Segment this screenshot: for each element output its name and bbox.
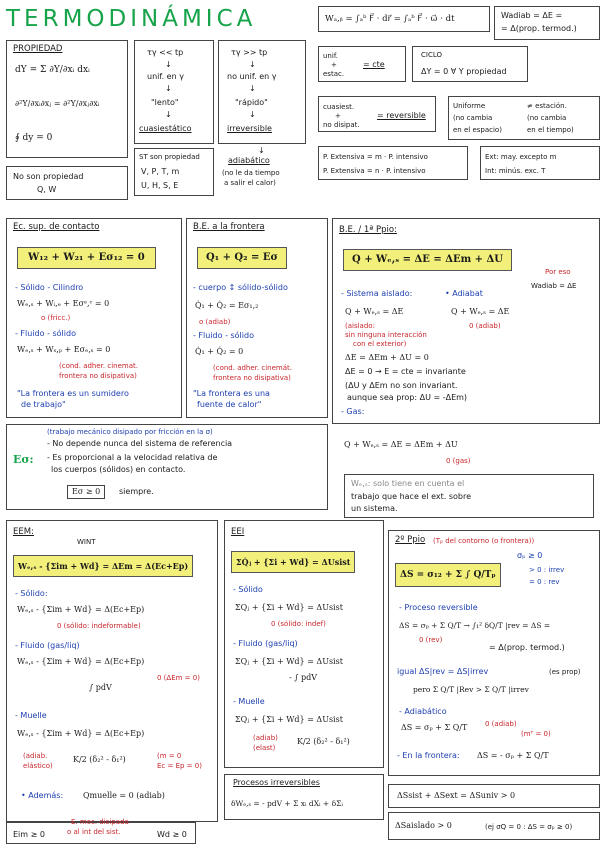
st-box xyxy=(134,148,214,196)
cuasi-col1-4: "lento" xyxy=(151,98,179,107)
wes-note-box xyxy=(344,474,594,518)
ec-fluido-note2: frontera no disipativa) xyxy=(59,372,137,380)
eem-eq: Wₑ,ₛ - {Σim + Wd} = ΔEm = Δ(Ec+Ep) xyxy=(13,555,193,577)
cuasi-col1-1: ↓ xyxy=(165,60,172,69)
reversible-label: = reversible xyxy=(377,111,426,120)
ppio2-pero: pero Σ Q/T |Rev > Σ Q/T |irrev xyxy=(413,685,529,694)
be-aislado-note3: con el exterior) xyxy=(353,340,407,348)
be-cuerpo-eq: Q̇₁ + Q̇₂ = Eσ₁,₂ xyxy=(195,301,259,310)
unif-plus: + xyxy=(331,61,337,69)
wadiab-line: Wadiab = ΔE = xyxy=(501,11,563,20)
no-prop-label: No son propiedad xyxy=(13,172,84,181)
ec-solido-label: - Sólido - Cilindro xyxy=(15,283,84,292)
disipado-item2: - Es proporcional a la velocidad relativa de xyxy=(47,453,218,462)
ppio2-frontera: - En la frontera: xyxy=(397,751,460,760)
ppio2-igual2: (es prop) xyxy=(549,668,581,676)
estacion-note2: en el tiempo) xyxy=(527,126,574,134)
cuasiest-plus: + xyxy=(335,112,341,120)
eei-solido-note: 0 (sólido: indef) xyxy=(271,620,326,628)
ciclo-label: CICLO xyxy=(421,51,442,59)
work-formula: Wₐ,ᵦ = ∫ₐᵇ F⃗ · dr⃗ = ∫ₐᵇ F⃗ · ω⃗ · dt xyxy=(325,14,455,24)
procesos-label: Procesos irreversibles xyxy=(233,778,320,787)
eei-muelle-frac: K/2 (δ₂² - δ₁²) xyxy=(297,737,350,746)
be-aislado-note2: sin ninguna interacción xyxy=(345,331,427,339)
be-aislado-eq: Q + Wₑ,ₛ = ΔE xyxy=(345,307,404,316)
be-gas-eq: Q + Wₑ,ₛ = ΔE = ΔEm + ΔU xyxy=(344,440,458,449)
ec-fluido-note: (cond. adher. cinemat. xyxy=(59,362,138,370)
ciclo-eq: ΔY = 0 ∀ Y propiedad xyxy=(421,67,507,76)
be-frontera-box xyxy=(186,218,328,418)
be-cuerpo-note: o (adiab) xyxy=(199,318,231,326)
eei-muelle-label: - Muelle xyxy=(233,697,265,706)
be-frontera-label: B.E. a la frontera xyxy=(193,222,265,232)
eem-fluido-int: ∫ pdV xyxy=(89,683,112,692)
reversible-box xyxy=(318,96,436,132)
ec-contacto-label: Ec. sup. de contacto xyxy=(13,222,100,232)
eem-bottom: Eim ≥ 0 xyxy=(13,830,45,839)
propiedad-eq3: ∮ dy = 0 xyxy=(15,133,53,143)
eem-fluido-note: 0 (ΔEm = 0) xyxy=(157,674,200,682)
int-note: Int: minús. exc. T xyxy=(485,167,546,175)
ppio2-adiab-eq: ΔS = σₚ + Σ Q/T xyxy=(401,723,468,732)
ppio2-rev-note: 0 (rev) xyxy=(419,636,443,644)
wes-note: Wₑ,ₛ: solo tiene en cuenta el xyxy=(351,479,465,488)
procesos-eq: δWₑ,ₛ = - pdV + Σ xᵢ dXᵢ + δΣᵢ xyxy=(231,799,343,808)
univ-box xyxy=(388,784,600,808)
st-line1: V, P, T, m xyxy=(141,167,180,176)
be-cuerpo-label: - cuerpo ↕ sólido-sólido xyxy=(193,283,288,292)
disipado-item1: - No depende nunca del sistema de referencia xyxy=(47,439,233,448)
ppio2-aislado: ΔSaislado > 0 xyxy=(395,821,452,830)
be-por-eso: Por eso xyxy=(545,268,571,276)
nodisip-label: no disipat. xyxy=(323,121,360,129)
estacion-note: (no cambia xyxy=(527,114,567,122)
cuasi-col1-2: unif. en γ xyxy=(147,72,184,81)
be-eq2: ΔE = ΔEm + ΔU = 0 xyxy=(345,353,429,362)
eem-fluido-label: - Fluido (gas/liq) xyxy=(15,641,80,650)
be-1ppio-eq: Q + Wₑ,ₛ = ΔE = ΔEm + ΔU xyxy=(343,249,512,271)
eem-muelle-note: (adiab. xyxy=(23,752,48,760)
ppio2-rev-label: - Proceso reversible xyxy=(399,603,478,612)
ppio2-adiab-note2: (mᵀ = 0) xyxy=(521,730,551,738)
be-fluido-eq: Q̇₁ + Q̇₂ = 0 xyxy=(195,347,244,356)
procesos-box xyxy=(224,774,384,820)
eem-muelle-eq: Wₑ,ₛ - {Σim + Wd} = Δ(Ec+Ep) xyxy=(17,729,145,738)
uniforme-note: (no cambia xyxy=(453,114,493,122)
wadiab-line2: = Δ(prop. termod.) xyxy=(501,24,577,33)
eei-fluido-eq: ΣQⱼ + {Σi + Wd} = ΔUsist xyxy=(235,657,343,666)
estac-label: estac. xyxy=(323,70,345,78)
cuasi-col2-4: "rápido" xyxy=(235,98,268,107)
adiab-arrow: ↓ xyxy=(258,146,265,155)
ppio2-univ: ΔSsist + ΔSext = ΔSuniv > 0 xyxy=(397,791,516,800)
cuasi-col1-3: ↓ xyxy=(165,84,172,93)
cuasi-col1-0: τγ << tp xyxy=(147,48,184,57)
eei-fluido-int: - ∫ pdV xyxy=(289,673,317,682)
be-frontera-eq: Q₁ + Q₂ = Eσ xyxy=(197,247,287,269)
ppio2-label: 2º Ppio xyxy=(395,535,426,545)
eem-bottom4: Wd ≥ 0 xyxy=(157,830,187,839)
ec-fluido-eq: Wₑ,ₛ + Wₛ,ₚ + Eσₑ,ₛ = 0 xyxy=(17,345,111,354)
cuasi-box xyxy=(134,40,214,144)
cuasi-col1-5: ↓ xyxy=(165,110,172,119)
be-adiab-eq: Q + Wₑ,ₛ = ΔE xyxy=(451,307,510,316)
cuasi-col1-6: cuasiestático xyxy=(139,124,192,133)
be-eq3: ΔE = 0 → E = cte = invariante xyxy=(345,367,466,376)
be-frontera-note2: fuente de calor" xyxy=(197,400,262,409)
eem-solido-note: 0 (sólido: indeformable) xyxy=(57,622,141,630)
eem-fluido-eq: Wₑ,ₛ - {Σim + Wd} = Δ(Ec+Ep) xyxy=(17,657,145,666)
eem-muelle-label: - Muelle xyxy=(15,711,47,720)
propiedad-box xyxy=(6,40,128,158)
eem-bottom-box xyxy=(6,818,196,844)
no-prop-values: Q, W xyxy=(37,185,57,194)
eem-ademas-eq: Qmuelle = 0 (adiab) xyxy=(83,791,165,800)
uniforme-box xyxy=(448,96,600,140)
ec-fluido-label: - Fluido - sólido xyxy=(15,329,76,338)
unif-box xyxy=(318,46,406,82)
ppio2-aislado-note: (ej σQ = 0 : ΔS = σₚ ≥ 0) xyxy=(485,823,573,831)
disipado-item3b: siempre. xyxy=(119,487,154,496)
disipado-symbol: Eσ: xyxy=(13,453,34,466)
propiedad-eq1: dY = Σ ∂Y/∂xᵢ dxᵢ xyxy=(15,65,90,75)
unif-label: unif. xyxy=(323,52,338,60)
uniforme-note2: en el espacio) xyxy=(453,126,502,134)
eem-ademas: • Además: xyxy=(21,791,64,800)
be-fluido-note2: frontera no disipativa) xyxy=(213,374,291,382)
ppio2-frontera-eq: ΔS = - σₚ + Σ Q/T xyxy=(477,751,549,760)
eem-box xyxy=(6,520,218,822)
eem-bottom2: E. mec. disipada xyxy=(71,818,129,826)
disipado-item3: Eσ ≥ 0 xyxy=(67,485,105,499)
cuasi-col2-6: irreversible xyxy=(227,124,272,133)
be-1ppio-box xyxy=(332,218,600,424)
eem-solido-label: - Sólido: xyxy=(15,589,48,598)
eei-label: EEI xyxy=(231,527,245,537)
st-line2: U, H, S, E xyxy=(141,181,179,190)
page-title: TERMODINÁMICA xyxy=(6,6,257,32)
eem-label: EEM: xyxy=(13,527,34,537)
st-label: ST son propiedad xyxy=(139,153,200,161)
no-prop-box xyxy=(6,166,128,200)
wes-note3: un sistema. xyxy=(351,504,398,513)
eem-bottom3: o al int del sist. xyxy=(67,828,121,836)
eei-solido-eq: ΣQⱼ + {Σi + Wd} = ΔUsist xyxy=(235,603,343,612)
ext-int-box xyxy=(480,146,600,180)
extensiva-line2: P. Extensiva = n · P. intensivo xyxy=(323,167,426,175)
ppio2-rev-eq2: = Δ(prop. termod.) xyxy=(489,643,565,652)
adiab-label: adiabático xyxy=(228,156,270,165)
irrev-box xyxy=(218,40,306,144)
ext-note: Ext: may. excepto m xyxy=(485,153,557,161)
eem-muelle-note4: Ec = Ep = 0) xyxy=(157,762,202,770)
propiedad-label: PROPIEDAD xyxy=(13,44,63,54)
cuasi-col2-5: ↓ xyxy=(249,110,256,119)
ppio2-sigma: σₚ ≥ 0 xyxy=(517,551,543,560)
ec-contacto-eq: W₁₂ + W₂₁ + Eσ₁₂ = 0 xyxy=(17,247,156,269)
work-formula-box xyxy=(318,6,490,32)
be-fluido-note: (cond. adher. cinemát. xyxy=(213,364,292,372)
ppio2-irrev: > 0 : irrev xyxy=(529,566,565,574)
cuasi-col2-0: τγ >> tp xyxy=(231,48,268,57)
be-adiabat-label: • Adiabat xyxy=(445,289,483,298)
be-aislado-note: (aislado: xyxy=(345,322,375,330)
eem-solido-eq: Wₑ,ₛ - {Σim + Wd} = Δ(Ec+Ep) xyxy=(17,605,145,614)
adiab-note: (no le da tiempo xyxy=(222,169,280,177)
wes-note2: trabajo que hace el ext. sobre xyxy=(351,492,472,501)
adiab-note2: a salir el calor) xyxy=(224,179,276,187)
extensiva-box xyxy=(318,146,468,180)
ec-contacto-box xyxy=(6,218,182,418)
disipado-header: (trabajo mecánico disipado por fricción en la σ) xyxy=(47,428,213,436)
cuasi-col2-3: ↓ xyxy=(249,84,256,93)
ppio2-rev: = 0 : rev xyxy=(529,578,560,586)
eem-wint: WINT xyxy=(77,538,96,546)
disipado-box xyxy=(6,424,328,510)
eei-fluido-label: - Fluido (gas/liq) xyxy=(233,639,298,648)
estacion-label: ≠ estación. xyxy=(527,102,567,110)
ppio2-adiab-note: 0 (adiab) xyxy=(485,720,517,728)
ppio2-adiab: - Adiabático xyxy=(399,707,447,716)
ppio2-igual: igual ΔS|rev = ΔS|irrev xyxy=(397,667,489,676)
ciclo-box xyxy=(412,46,528,82)
cte-label: = cte xyxy=(363,60,385,69)
eem-muelle-note3: (m = 0 xyxy=(157,752,182,760)
eei-muelle-note2: (elast) xyxy=(253,744,276,752)
ppio2-eq: ΔS = σ₁₂ + Σ ∫ Q/Tₚ xyxy=(395,563,501,587)
cuasiest-label: cuasiest. xyxy=(323,103,355,111)
propiedad-eq2: ∂²Y/∂xᵢ∂xⱼ = ∂²Y/∂xⱼ∂xᵢ xyxy=(15,99,100,108)
be-frontera-note: "La frontera es una xyxy=(193,389,270,398)
be-gas-label: - Gas: xyxy=(341,407,365,416)
ec-frontera-note: "La frontera es un sumidero xyxy=(17,389,129,398)
eem-muelle-note2: elástico) xyxy=(23,762,53,770)
be-1ppio-label: B.E. / 1ª Ppio: xyxy=(339,225,397,235)
be-eq5: aunque sea prop: ΔU = -ΔEm) xyxy=(347,393,468,402)
eei-solido-label: - Sólido xyxy=(233,585,263,594)
cuasi-col2-1: ↓ xyxy=(249,60,256,69)
ppio2-note: (Tₚ del contorno (o frontera)) xyxy=(433,537,535,545)
ppio2-rev-eq: ΔS = σₚ + Σ Q/T → ∫₁² δQ/T |rev = ΔS = xyxy=(399,621,551,630)
ec-frontera-note2: de trabajo" xyxy=(21,400,66,409)
be-gas-note: 0 (gas) xyxy=(446,457,471,465)
eei-box xyxy=(224,520,384,768)
be-eq4: (ΔU y ΔEm no son invariant. xyxy=(345,381,458,390)
be-aislado-label: - Sistema aislado: xyxy=(341,289,413,298)
be-fluido-label: - Fluido - sólido xyxy=(193,331,254,340)
ec-solido-note: o (fricc.) xyxy=(41,314,71,322)
cuasi-col2-2: no unif. en γ xyxy=(227,72,277,81)
uniforme-label: Uniforme xyxy=(453,102,486,110)
eem-muelle-frac: K/2 (δ₂² - δ₁²) xyxy=(73,755,126,764)
eei-muelle-eq: ΣQⱼ + {Σi + Wd} = ΔUsist xyxy=(235,715,343,724)
eei-muelle-note: (adiab) xyxy=(253,734,278,742)
ec-solido-eq: Wₑ,ₛ + Wᵢ,ₑ + Eσᵉ,ᶜ = 0 xyxy=(17,299,110,308)
ppio2-box xyxy=(388,530,600,776)
be-adiab-note: 0 (adiab) xyxy=(469,322,501,330)
disipado-item2b: los cuerpos (sólidos) en contacto. xyxy=(51,465,186,474)
extensiva-line1: P. Extensiva = m · P. intensivo xyxy=(323,153,428,161)
aislado-box xyxy=(388,812,600,840)
eei-eq: ΣQ̇ⱼ + {Σi + Wd} = ΔUsist xyxy=(231,551,355,573)
wadiab-box xyxy=(494,6,600,40)
be-wadiab: Wadiab = ΔE xyxy=(531,282,577,290)
